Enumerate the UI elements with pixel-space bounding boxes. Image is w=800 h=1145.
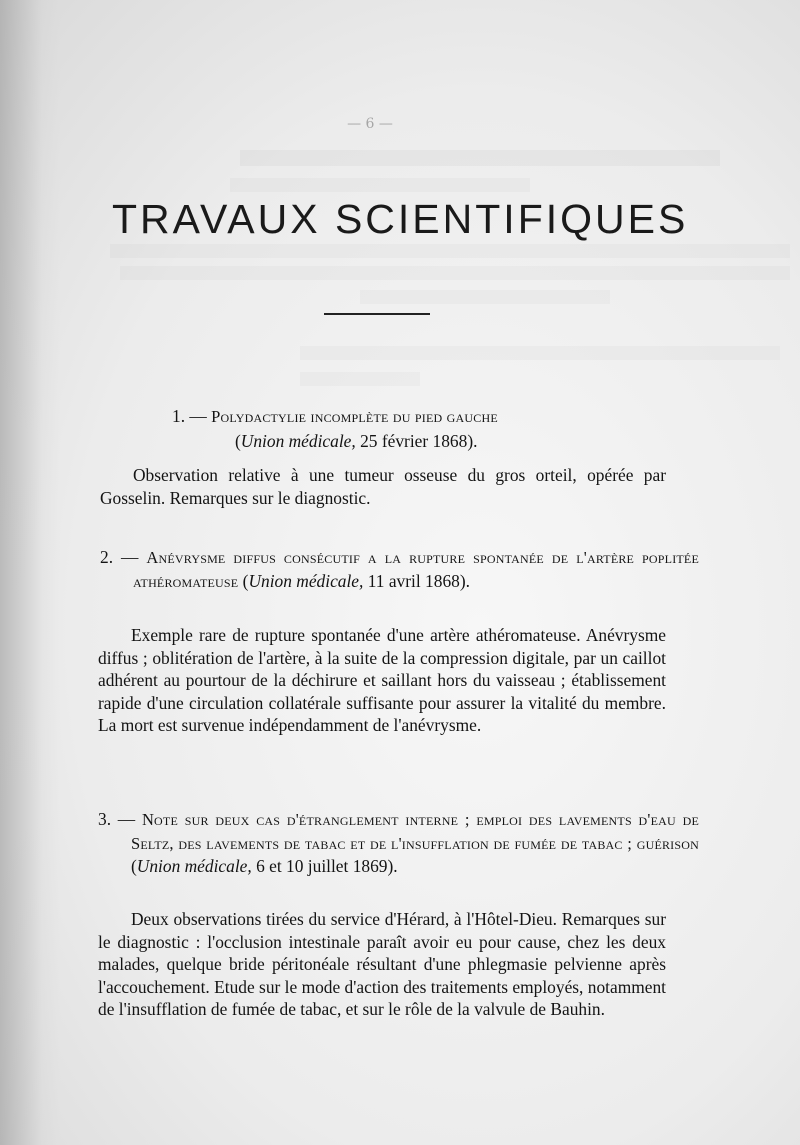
show-through-line	[120, 266, 790, 280]
entry-dash: —	[117, 809, 136, 829]
source-date: 11 avril 1868).	[367, 570, 470, 591]
show-through-line	[360, 290, 610, 304]
source-open: (	[242, 570, 249, 591]
source-date: 6 et 10 juillet 1869).	[256, 856, 398, 876]
source-date: 25 février 1868).	[360, 431, 478, 451]
show-through-line	[300, 372, 420, 386]
entry-number: 2.	[100, 547, 114, 567]
entry-number: 1.	[172, 406, 186, 426]
show-through-line	[230, 178, 530, 192]
entry-3-heading	[98, 808, 699, 878]
show-through-line	[110, 244, 790, 258]
show-through-line	[300, 346, 780, 360]
entry-1-source	[235, 430, 675, 453]
source-open: (	[235, 431, 241, 451]
source-journal: Union médicale,	[136, 856, 252, 876]
entry-title: Anévrysme diffus consécutif a la rupture spontanée de l'artère poplitée athéromateuse	[133, 548, 699, 591]
source-open: (	[131, 856, 137, 876]
show-through-line	[240, 150, 720, 166]
entry-dash: —	[189, 406, 207, 426]
source-journal: Union médicale,	[248, 570, 364, 591]
entry-1-summary: Observation relative à une tumeur osseuse du gros orteil, opérée par Gosselin. Remarques sur le diagnostic.	[100, 465, 666, 508]
title-divider	[324, 313, 430, 315]
entry-3-summary: Deux observations tirées du service d'Hérard, à l'Hôtel-Dieu. Remarques sur le diagnostic : l'occlusion intestinale paraît avoir eu pour cause, chez les deux malades, quelque bride péritonéale résultant d'une phlegmasie pelvienne après l'accouchement. Etude sur le mode d'action des traitements employés, notamment de l'insufflation de fumée de tabac, et sur le rôle de la valvule de Bauhin.	[98, 909, 666, 1019]
entry-title: Polydactylie incomplète du pied gauche	[211, 407, 498, 426]
page-number: — 6 —	[347, 116, 393, 132]
source-journal: Union médicale,	[240, 431, 356, 451]
page-title: TRAVAUX SCIENTIFIQUES	[112, 196, 689, 242]
entry-dash: —	[121, 547, 139, 567]
page-edge-shadow	[0, 0, 60, 1145]
entry-title: Note sur deux cas d'étranglement interne ; emploi des lavements d'eau de Seltz, des lavements de tabac et de l'insufflation de fumée de tabac ; guérison	[131, 810, 699, 853]
entry-2-summary: Exemple rare de rupture spontanée d'une artère athéromateuse. Anévrysme diffus ; oblitération de l'artère, à la suite de la compression digitale, par un caillot adhérent au pourtour de la déchirure et saillant hors du vaisseau ; établissement rapide d'une circulation collatérale suffisante pour assurer la vitalité du membre. La mort est survenue indépendamment de l'anévrysme.	[98, 625, 666, 735]
entry-1-heading	[172, 405, 672, 429]
entry-2-heading	[100, 546, 699, 593]
entry-number: 3.	[98, 809, 112, 829]
